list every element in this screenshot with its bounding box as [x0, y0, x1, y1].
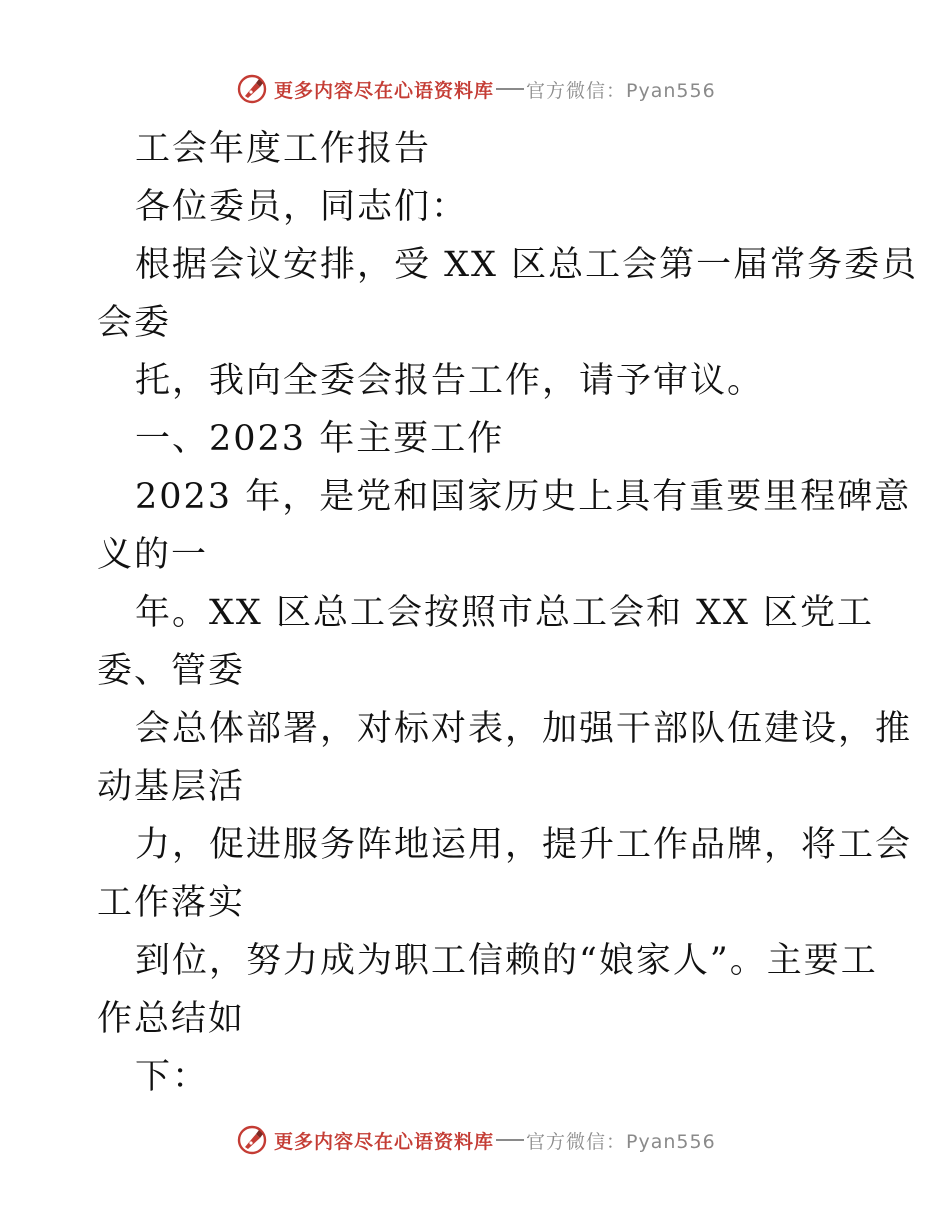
banner-dash-divider	[496, 88, 524, 90]
banner-sub-text: 官方微信：Pyan556	[526, 1130, 716, 1153]
footer-watermark-banner	[236, 1123, 716, 1157]
paragraph-line: 动基层活	[97, 767, 246, 807]
banner-sub-text: 官方微信：Pyan556	[526, 79, 716, 102]
document-title: 工会年度工作报告	[135, 129, 432, 169]
paragraph-line: 2023 年，是党和国家历史上具有重要里程碑意	[135, 477, 912, 517]
paragraph-line: 力，促进服务阵地运用，提升工作品牌，将工会	[135, 825, 913, 865]
paragraph-line: 作总结如	[97, 999, 246, 1039]
paragraph-line: 委、管委	[97, 651, 246, 691]
paragraph-line: 根据会议安排，受 XX 区总工会第一届常务委员	[135, 245, 919, 285]
section-heading: 一、2023 年主要工作	[135, 419, 505, 459]
document-body	[97, 120, 919, 1106]
pen-nib-circle-icon	[236, 1124, 268, 1156]
pen-nib-circle-icon	[236, 73, 268, 105]
header-watermark-banner	[236, 72, 716, 106]
paragraph-line: 义的一	[97, 535, 209, 575]
banner-main-text: 更多内容尽在心语资料库	[274, 79, 495, 102]
paragraph-line: 下：	[135, 1057, 210, 1097]
paragraph-line: 会总体部署，对标对表，加强干部队伍建设，推	[135, 709, 913, 749]
salutation-line: 各位委员，同志们：	[135, 187, 469, 227]
banner-main-text: 更多内容尽在心语资料库	[274, 1130, 495, 1153]
paragraph-line: 工作落实	[97, 883, 246, 923]
paragraph-line: 年。XX 区总工会按照市总工会和 XX 区党工	[135, 593, 875, 633]
banner-dash-divider	[496, 1139, 524, 1141]
paragraph-line: 托，我向全委会报告工作，请予审议。	[135, 361, 765, 401]
paragraph-line: 会委	[97, 303, 172, 343]
paragraph-line: 到位，努力成为职工信赖的“娘家人”。主要工	[135, 941, 878, 981]
